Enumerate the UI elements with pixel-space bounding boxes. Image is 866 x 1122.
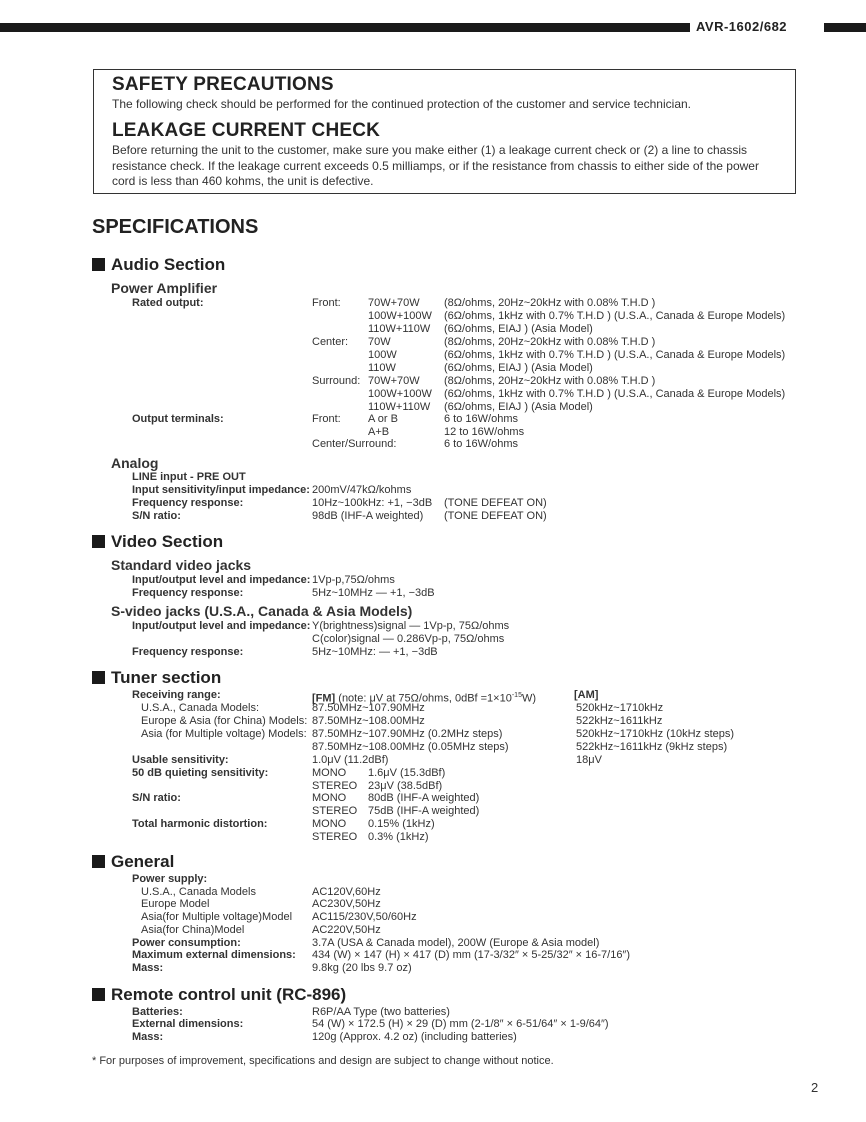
spec-value: 70W+70W <box>368 297 420 309</box>
spec-value: AC120V,60Hz <box>312 886 381 898</box>
ps-row-label: Europe Model <box>141 898 210 910</box>
tuner-row-label: Europe & Asia (for China) Models: <box>141 715 308 727</box>
spec-value: 1Vp-p,75Ω/ohms <box>312 574 395 586</box>
mass-label: Mass: <box>132 962 164 974</box>
spec-value: (6Ω/ohms, 1kHz with 0.7% T.H.D ) (U.S.A., Canada & Europe Models) <box>444 388 786 400</box>
spec-value: AC230V,50Hz <box>312 898 381 910</box>
tuner-section-heading: Tuner section <box>92 668 221 688</box>
spec-value: 434 (W) × 147 (H) × 417 (D) mm (17-3/32″ × 5-25/32″ × 16-7/16″) <box>312 949 630 961</box>
page-number: 2 <box>811 1080 819 1095</box>
spec-value: 520kHz~1710kHz <box>576 702 664 714</box>
spec-value: 100W+100W <box>368 388 432 400</box>
power-supply-label: Power supply: <box>132 873 208 885</box>
spec-value: 110W+110W <box>368 323 431 335</box>
header-rule-left <box>0 23 690 32</box>
spec-value: 10Hz~100kHz: +1, −3dB <box>312 497 433 509</box>
spec-value: 5Hz~10MHz — +1, −3dB <box>312 587 435 599</box>
power-consumption-label: Power consumption: <box>132 937 241 949</box>
spec-value: (6Ω/ohms, EIAJ ) (Asia Model) <box>444 362 593 374</box>
video-section-heading: Video Section <box>92 532 223 552</box>
ot-center-surround-label: Center/Surround: <box>312 438 397 450</box>
line-input-label: LINE input - PRE OUT <box>132 471 246 483</box>
spec-value: (6Ω/ohms, EIAJ ) (Asia Model) <box>444 323 593 335</box>
spec-value: (TONE DEFEAT ON) <box>444 497 547 509</box>
spec-value: A or B <box>368 413 398 425</box>
tuner-row-label: Asia (for Multiple voltage) Models: <box>141 728 307 740</box>
remote-section-heading: Remote control unit (RC-896) <box>92 985 346 1005</box>
stereo-label: STEREO <box>312 831 358 843</box>
center-label: Center: <box>312 336 349 348</box>
spec-value: 98dB (IHF-A weighted) <box>312 510 424 522</box>
stereo-label: STEREO <box>312 780 358 792</box>
spec-value: (TONE DEFEAT ON) <box>444 510 547 522</box>
frequency-response-label: Frequency response: <box>132 497 244 509</box>
power-amplifier-heading: Power Amplifier <box>111 280 218 296</box>
header-rule-right <box>824 23 866 32</box>
spec-value: 87.50MHz~107.90MHz <box>312 702 425 714</box>
frequency-response-label: Frequency response: <box>132 587 244 599</box>
s-video-heading: S-video jacks (U.S.A., Canada & Asia Models) <box>111 603 413 619</box>
io-level-label: Input/output level and impedance: <box>132 620 311 632</box>
bullet-square-icon <box>92 855 105 868</box>
spec-value: 100W+100W <box>368 310 432 322</box>
sn-ratio-label: S/N ratio: <box>132 510 181 522</box>
safety-text: The following check should be performed for the continued protection of the customer and service technician. <box>112 97 691 111</box>
tuner-row-label: U.S.A., Canada Models: <box>141 702 260 714</box>
spec-value: 54 (W) × 172.5 (H) × 29 (D) mm (2-1/8″ × 6-51/64″ × 1-9/64″) <box>312 1018 609 1030</box>
spec-value: 520kHz~1710kHz (10kHz steps) <box>576 728 735 740</box>
bullet-square-icon <box>92 535 105 548</box>
front-label: Front: <box>312 297 341 309</box>
spec-value: 3.7A (USA & Canada model), 200W (Europe & Asia model) <box>312 937 600 949</box>
spec-value: 522kHz~1611kHz <box>576 715 663 727</box>
standard-video-heading: Standard video jacks <box>111 557 252 573</box>
input-sensitivity-label: Input sensitivity/input impedance: <box>132 484 310 496</box>
analog-heading: Analog <box>111 455 159 471</box>
ot-front-label: Front: <box>312 413 341 425</box>
spec-value: (8Ω/ohms, 20Hz~20kHz with 0.08% T.H.D ) <box>444 297 656 309</box>
spec-value: 70W+70W <box>368 375 420 387</box>
spec-value: 87.50MHz~108.00MHz (0.05MHz steps) <box>312 741 509 753</box>
spec-value: 100W <box>368 349 397 361</box>
safety-title: SAFETY PRECAUTIONS <box>112 74 334 95</box>
spec-value: 18μV <box>576 754 602 766</box>
output-terminals-label: Output terminals: <box>132 413 224 425</box>
spec-value: A+B <box>368 426 390 438</box>
bullet-square-icon <box>92 988 105 1001</box>
external-dimensions-label: External dimensions: <box>132 1018 244 1030</box>
usable-sensitivity-label: Usable sensitivity: <box>132 754 229 766</box>
model-number: AVR-1602/682 <box>696 19 788 34</box>
spec-value: (8Ω/ohms, 20Hz~20kHz with 0.08% T.H.D ) <box>444 375 656 387</box>
mono-label: MONO <box>312 767 347 779</box>
surround-label: Surround: <box>312 375 361 387</box>
general-section-heading: General <box>92 852 174 872</box>
spec-value: 1.6μV (15.3dBf) <box>368 767 446 779</box>
spec-value: (6Ω/ohms, 1kHz with 0.7% T.H.D ) (U.S.A., Canada & Europe Models) <box>444 349 786 361</box>
spec-value: 70W <box>368 336 391 348</box>
spec-value: (8Ω/ohms, 20Hz~20kHz with 0.08% T.H.D ) <box>444 336 656 348</box>
spec-value: 110W+110W <box>368 401 431 413</box>
spec-value: 75dB (IHF-A weighted) <box>368 805 480 817</box>
mass-label: Mass: <box>132 1031 164 1043</box>
max-dimensions-label: Maximum external dimensions: <box>132 949 296 961</box>
mono-label: MONO <box>312 792 347 804</box>
bullet-square-icon <box>92 671 105 684</box>
spec-value: 23μV (38.5dBf) <box>368 780 443 792</box>
spec-value: 6 to 16W/ohms <box>444 438 518 450</box>
ps-row-label: U.S.A., Canada Models <box>141 886 256 898</box>
specifications-title: SPECIFICATIONS <box>92 216 259 238</box>
spec-value: 87.50MHz~108.00MHz <box>312 715 425 727</box>
sn-ratio-label: S/N ratio: <box>132 792 181 804</box>
spec-value: 87.50MHz~107.90MHz (0.2MHz steps) <box>312 728 503 740</box>
spec-value: 200mV/47kΩ/kohms <box>312 484 412 496</box>
spec-value: 0.3% (1kHz) <box>368 831 429 843</box>
mono-label: MONO <box>312 818 347 830</box>
spec-value: (6Ω/ohms, 1kHz with 0.7% T.H.D ) (U.S.A., Canada & Europe Models) <box>444 310 786 322</box>
spec-value: 5Hz~10MHz: — +1, −3dB <box>312 646 438 658</box>
audio-section-heading: Audio Section <box>92 255 225 275</box>
frequency-response-label: Frequency response: <box>132 646 244 658</box>
footnote: * For purposes of improvement, specifications and design are subject to change without notice. <box>92 1055 554 1067</box>
spec-value: C(color)signal — 0.286Vp-p, 75Ω/ohms <box>312 633 505 645</box>
spec-value: (6Ω/ohms, EIAJ ) (Asia Model) <box>444 401 593 413</box>
ps-row-label: Asia(for Multiple voltage)Model <box>141 911 293 923</box>
spec-value: 522kHz~1611kHz (9kHz steps) <box>576 741 728 753</box>
spec-value: 0.15% (1kHz) <box>368 818 435 830</box>
stereo-label: STEREO <box>312 805 358 817</box>
spec-value: 12 to 16W/ohms <box>444 426 525 438</box>
spec-value: 9.8kg (20 lbs 9.7 oz) <box>312 962 412 974</box>
spec-value: 120g (Approx. 4.2 oz) (including batteries) <box>312 1031 517 1043</box>
fm-note: [FM] (note: μV at 75Ω/ohms, $0dBf =1\times 10^{-15}W$) <box>312 692 537 705</box>
spec-value: Y(brightness)signal — 1Vp-p, 75Ω/ohms <box>312 620 510 632</box>
spec-value: AC220V,50Hz <box>312 924 381 936</box>
receiving-range-label: Receiving range: <box>132 689 221 701</box>
bullet-square-icon <box>92 258 105 271</box>
spec-value: 80dB (IHF-A weighted) <box>368 792 480 804</box>
leakage-title: LEAKAGE CURRENT CHECK <box>112 120 381 141</box>
thd-label: Total harmonic distortion: <box>132 818 268 830</box>
quieting-sensitivity-label: 50 dB quieting sensitivity: <box>132 767 269 779</box>
rated-output-label: Rated output: <box>132 297 204 309</box>
leakage-text: Before returning the unit to the customer, make sure you make either (1) a leakage current check or (2) a line to chassis resistance check. If the leakage current exceeds 0.5 milliamps, or if the resistance from chassis to either side of the power cord is less than 460 kohms, the unit is defective. <box>112 143 759 188</box>
spec-value: 6 to 16W/ohms <box>444 413 518 425</box>
spec-value: 110W <box>368 362 396 374</box>
spec-value: 1.0μV (11.2dBf) <box>312 754 389 766</box>
ps-row-label: Asia(for China)Model <box>141 924 245 936</box>
io-level-label: Input/output level and impedance: <box>132 574 311 586</box>
batteries-label: Batteries: <box>132 1006 183 1018</box>
spec-value: AC115/230V,50/60Hz <box>312 911 417 923</box>
am-heading: [AM] <box>574 689 599 701</box>
spec-value: R6P/AA Type (two batteries) <box>312 1006 450 1018</box>
